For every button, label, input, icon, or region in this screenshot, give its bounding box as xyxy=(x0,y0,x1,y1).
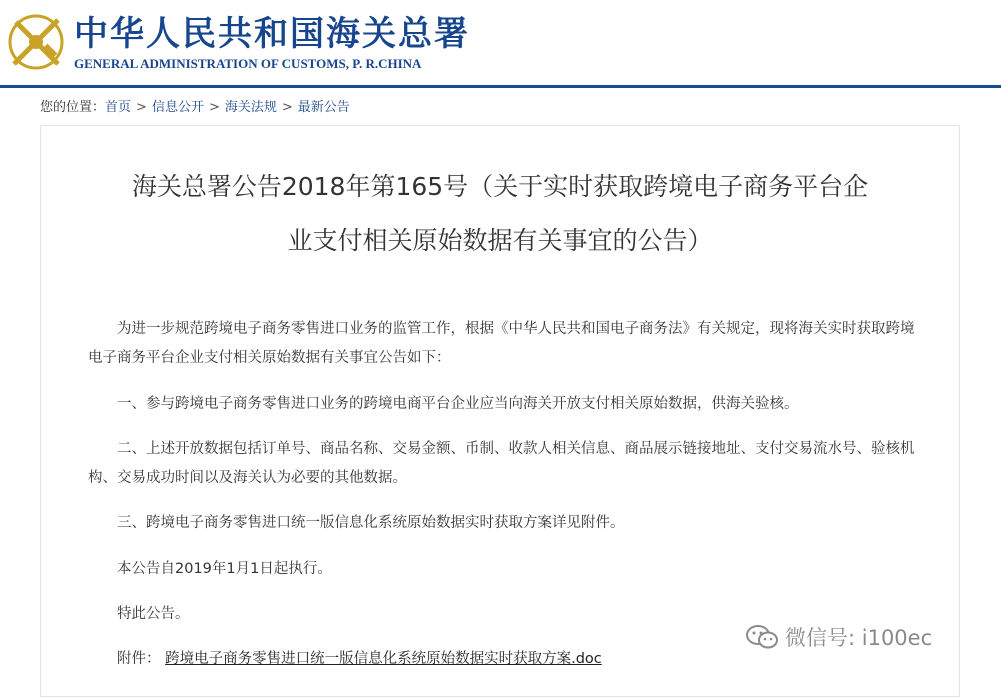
paragraph-intro: 为进一步规范跨境电子商务零售进口业务的监管工作，根据《中华人民共和国电子商务法》有关规定，现将海关实时获取跨境电子商务平台企业支付相关原始数据有关事宜公告如下： xyxy=(88,321,915,366)
page-title-line1: 海关总署公告2018年第165号（关于实时获取跨境电子商务平台企 xyxy=(131,172,869,201)
site-title-en: GENERAL ADMINISTRATION OF CUSTOMS, P. R.CHINA xyxy=(74,56,422,71)
attachment-link[interactable]: 跨境电子商务零售进口统一版信息化系统原始数据实时获取方案.doc xyxy=(165,651,602,667)
breadcrumb-separator: > xyxy=(281,100,293,115)
attachment-label: 附件： xyxy=(117,651,161,667)
paragraph-item-1: 一、参与跨境电子商务零售进口业务的跨境电商平台企业应当向海关开放支付相关原始数据，供海关验核。 xyxy=(117,396,799,412)
header-divider xyxy=(0,85,1001,88)
breadcrumb-home[interactable]: 首页 xyxy=(105,100,132,115)
breadcrumb-customs-laws[interactable]: 海关法规 xyxy=(224,100,277,115)
watermark xyxy=(745,622,932,654)
page-title-line2: 业支付相关原始数据有关事宜的公告） xyxy=(287,226,713,255)
page-title xyxy=(82,160,918,268)
breadcrumb-separator: > xyxy=(136,100,147,115)
breadcrumb xyxy=(40,96,350,115)
paragraph-closing: 特此公告。 xyxy=(117,606,190,622)
breadcrumb-info-public[interactable]: 信息公开 xyxy=(151,100,204,115)
site-header xyxy=(0,0,1001,84)
paragraph-effective-date: 本公告自2019年1月1日起执行。 xyxy=(117,561,332,577)
breadcrumb-separator: > xyxy=(208,100,220,115)
customs-emblem-icon[interactable] xyxy=(4,8,68,74)
breadcrumb-prefix: 您的位置： xyxy=(40,100,106,115)
site-title-cn: 中华人民共和国海关总署 xyxy=(74,14,470,54)
watermark-text: 微信号: i100ec xyxy=(785,626,933,650)
paragraph-item-2: 二、上述开放数据包括订单号、商品名称、交易金额、币制、收款人相关信息、商品展示链接地址、支付交易流水号、验核机构、交易成功时间以及海关认为必要的其他数据。 xyxy=(88,441,915,486)
wechat-icon xyxy=(745,623,779,651)
paragraph-item-3: 三、跨境电子商务零售进口统一版信息化系统原始数据实时获取方案详见附件。 xyxy=(117,515,625,531)
breadcrumb-latest-notice[interactable]: 最新公告 xyxy=(297,100,350,115)
